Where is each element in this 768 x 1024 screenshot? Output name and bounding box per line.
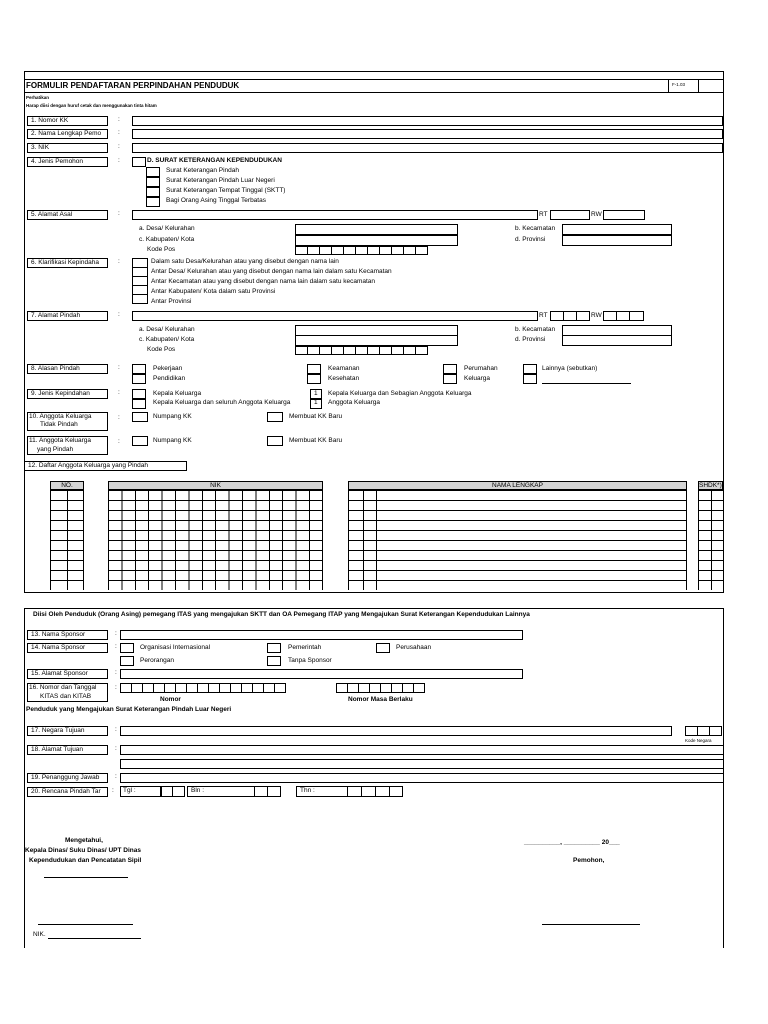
input-kabupaten-pindah[interactable] [295, 335, 458, 346]
sig-date: __________, __________ 20___ [524, 839, 620, 846]
checkbox-keamanan[interactable] [307, 364, 321, 374]
checkbox-org[interactable] [120, 643, 134, 653]
kecamatan-label: b. Kecamatan [515, 326, 556, 333]
option-baru: Membuat KK Baru [289, 437, 343, 444]
option-anggota: Anggota Keluarga [328, 399, 381, 406]
kabupaten-label: c. Kabupaten/ Kota [139, 336, 195, 343]
colon: : [118, 116, 120, 123]
option-oa: Bagi Orang Asing Tinggal Terbatas [166, 197, 266, 204]
label-nik: 3. NIK [27, 143, 108, 153]
masa-caption: Nomor Masa Berlaku [348, 696, 413, 703]
colon: : [115, 630, 117, 637]
colon: : [118, 438, 120, 445]
table-header-no: NO. [50, 481, 84, 490]
colon: : [115, 643, 117, 650]
kepindahan-number: 1 [314, 390, 318, 397]
sig-kepala: Kepala Dinas/ Suku Dinas/ UPT Dinas [25, 847, 141, 854]
rw-label: RW [591, 312, 602, 319]
desa-label: a. Desa/ Kelurahan [139, 225, 195, 232]
label-anggota-tidak-pindah: 10. Anggota Keluarga [29, 413, 92, 420]
colon: : [118, 414, 120, 421]
label-nomor-kitas-2: KITAS dan KITAB [40, 693, 92, 700]
rt-label: RT [539, 312, 548, 319]
klasifikasi-option: Antar Kecamatan atau yang disebut dengan nama lain dalam satu kecamatan [151, 278, 376, 285]
colon: : [118, 364, 120, 371]
label-daftar-anggota: 12. Daftar Anggota Keluarga yang Pindah [24, 461, 187, 471]
checkbox-skpln[interactable] [146, 177, 160, 187]
label-anggota-pindah-2: yang Pindah [37, 446, 74, 453]
section2-heading: Diisi Oleh Penduduk (Orang Asing) pemegang ITAS yang mengajukan SKTT dan OA Pemegang ITAP yang Mengajukan Surat Keterangan Kependudukan Lainnya [33, 611, 530, 618]
input-negara-tujuan[interactable] [120, 726, 672, 736]
option-keluarga: Keluarga [464, 375, 491, 382]
input-alamat-tujuan-2[interactable] [120, 759, 724, 769]
checkbox-tanpa[interactable] [267, 656, 281, 666]
checkbox-numpang-10[interactable] [132, 412, 148, 422]
label-alamat-asal: 5. Alamat Asal [27, 210, 108, 220]
label-nomor-kk: 1. Nomor KK [27, 116, 108, 126]
input-provinsi-pindah[interactable] [562, 335, 672, 346]
provinsi-label: d. Provinsi [515, 236, 546, 243]
option-kk-sebagian: Kepala Keluarga dan Sebagian Anggota Keluarga [328, 390, 472, 397]
checkbox-numpang-11[interactable] [132, 436, 148, 446]
option-pemerintah: Pemerintah [288, 644, 322, 651]
input-alamat-pindah[interactable] [132, 311, 538, 321]
input-alamat-sponsor[interactable] [120, 669, 523, 679]
option-kk: Kepala Keluarga [153, 390, 202, 397]
checkbox-kepindahan-b[interactable] [132, 399, 146, 409]
label-jenis-kepindahan: 9. Jenis Kepindahan [27, 389, 108, 399]
colon: : [115, 669, 117, 676]
rw-label: RW [591, 211, 602, 218]
kecamatan-label: b. Kecamatan [515, 225, 556, 232]
checkbox-sktt[interactable] [146, 187, 160, 197]
label-alasan-pindah: 8. Alasan Pindah [27, 364, 108, 374]
sig-nik: NIK. [33, 931, 46, 938]
colon: : [118, 389, 120, 396]
input-nik[interactable] [132, 143, 723, 153]
colon: : [112, 787, 114, 794]
option-perumahan: Perumahan [464, 365, 498, 372]
option-pendidikan: Pendidikan [153, 375, 186, 382]
label-klasifikasi: 6. Klarifikasi Kepindaha [27, 258, 108, 268]
input-lainnya-line[interactable] [542, 383, 631, 384]
input-alamat-asal[interactable] [132, 210, 538, 220]
checkbox-skp[interactable] [146, 167, 160, 177]
note-title: Perhatikan [26, 95, 50, 100]
label-nama-sponsor-14: 14. Nama Sponsor [27, 643, 108, 653]
label-negara-tujuan: 17. Negara Tujuan [27, 726, 108, 736]
input-alamat-tujuan-1[interactable] [120, 745, 724, 755]
checkbox-pekerjaan[interactable] [132, 364, 146, 374]
desa-label: a. Desa/ Kelurahan [139, 326, 195, 333]
klasifikasi-option: Dalam satu Desa/Kelurahan atau yang disebut dengan nama lain [151, 258, 339, 265]
option-keamanan: Keamanan [328, 365, 360, 372]
sig-nik-line[interactable] [48, 938, 141, 939]
rt-label: RT [539, 211, 548, 218]
input-desa-asal[interactable] [295, 224, 458, 235]
option-numpang: Numpang KK [153, 413, 192, 420]
form-code: F-1.03 [672, 82, 686, 87]
colon: : [118, 258, 120, 265]
label-jenis-pemohon: 4. Jenis Pemohon [27, 157, 108, 167]
option-numpang: Numpang KK [153, 437, 192, 444]
colon: : [118, 143, 120, 150]
input-nomor-kk[interactable] [132, 116, 723, 126]
input-provinsi-asal[interactable] [562, 235, 672, 246]
label-alamat-sponsor: 15. Alamat Sponsor [27, 669, 108, 679]
kodepos-label: Kode Pos [147, 246, 176, 253]
klasifikasi-option: Antar Desa/ Kelurahan atau yang disebut dengan nama lain dalam satu Kecamatan [151, 268, 392, 275]
colon: : [115, 726, 117, 733]
colon: : [115, 745, 117, 752]
option-org: Organisasi Internasional [140, 644, 211, 651]
label-rencana-pindah: 20. Rencana Pindah Tar [27, 787, 108, 797]
input-kodepos-pindah[interactable] [295, 346, 427, 355]
thn-label: Thn : [300, 787, 315, 794]
label-anggota-tidak-pindah-2: Tidak Pindah [40, 421, 78, 428]
klasifikasi-option: Antar Provinsi [151, 298, 192, 305]
luar-negeri-heading: Penduduk yang Mengajukan Surat Keterangan Pindah Luar Negeri [26, 706, 232, 713]
colon: : [118, 311, 120, 318]
colon: : [118, 157, 120, 164]
option-skpln: Surat Keterangan Pindah Luar Negeri [166, 177, 275, 184]
input-kecamatan-asal[interactable] [562, 224, 672, 235]
label-nomor-kitas: 16. Nomor dan Tanggal [29, 684, 97, 691]
input-nama-sponsor[interactable] [120, 630, 523, 640]
checkbox-baru-11[interactable] [267, 436, 283, 446]
option-perorangan: Perorangan [140, 657, 174, 664]
input-rt-pindah[interactable] [550, 311, 589, 321]
input-nama-lengkap[interactable] [132, 129, 723, 139]
option-lainnya: Lainnya (sebutkan) [542, 365, 598, 372]
table-header-shdk: SHDK*) [699, 482, 722, 489]
kodepos-label: Kode Pos [147, 346, 176, 353]
input-rw-pindah[interactable] [603, 311, 643, 321]
sig-pemohon: Pemohon, [573, 857, 605, 864]
colon: : [115, 684, 117, 691]
kabupaten-label: c. Kabupaten/ Kota [139, 236, 195, 243]
label-alamat-tujuan: 18. Alamat Tujuan [27, 745, 108, 755]
option-tanpa: Tanpa Sponsor [288, 657, 332, 664]
option-perusahaan: Perusahaan [396, 644, 432, 651]
checkbox-baru-10[interactable] [267, 412, 283, 422]
input-nomor-kitas[interactable] [120, 683, 285, 693]
label-nama-sponsor-13: 13. Nama Sponsor [27, 630, 108, 640]
table-header-nik: NIK [108, 481, 323, 490]
colon: : [115, 773, 117, 780]
checkbox-klas-5[interactable] [132, 294, 148, 304]
input-rw-asal[interactable] [603, 210, 645, 220]
input-kode-negara[interactable] [685, 726, 721, 736]
sig-line-official[interactable] [38, 924, 133, 925]
sig-mengetahui: Mengetahui, [65, 837, 103, 844]
checkbox-pemerintah[interactable] [267, 643, 281, 653]
option-baru: Membuat KK Baru [289, 413, 343, 420]
sig-line-pemohon[interactable] [542, 924, 640, 925]
table-header-nama: NAMA LENGKAP [348, 481, 687, 490]
input-masa-berlaku[interactable] [336, 683, 424, 693]
checkbox-oa[interactable] [146, 197, 160, 207]
checkbox-pendidikan[interactable] [132, 374, 146, 384]
input-kodepos-asal[interactable] [295, 246, 427, 255]
checkbox-lainnya[interactable] [523, 364, 537, 374]
option-skp: Surat Keterangan Pindah [166, 167, 239, 174]
checkbox-kesehatan[interactable] [307, 374, 321, 384]
provinsi-label: d. Provinsi [515, 336, 546, 343]
input-penanggung-jawab[interactable] [120, 773, 724, 783]
jenis-pemohon-heading: D. SURAT KETERANGAN KEPENDUDUKAN [147, 157, 282, 164]
checkbox-keluarga[interactable] [443, 374, 457, 384]
kode-negara-caption: Kode Negara [685, 738, 712, 743]
label-nama-lengkap: 2. Nama Lengkap Pemo [27, 129, 108, 139]
form-title: FORMULIR PENDAFTARAN PERPINDAHAN PENDUDUK [26, 81, 240, 90]
checkbox-perorangan[interactable] [120, 656, 134, 666]
sig-dinas: Kependudukan dan Pencatatan Sipil [29, 857, 142, 864]
option-sktt: Surat Keterangan Tempat Tinggal (SKTT) [166, 187, 286, 194]
bln-label: Bln : [191, 787, 205, 794]
input-kabupaten-asal[interactable] [295, 235, 458, 246]
colon: : [118, 129, 120, 136]
checkbox-kepindahan-a[interactable] [132, 389, 146, 399]
kepindahan-number: 1 [314, 399, 318, 406]
checkbox-perusahaan[interactable] [376, 643, 390, 653]
option-kk-seluruh: Kepala Keluarga dan seluruh Anggota Keluarga [153, 399, 291, 406]
label-alamat-pindah: 7. Alamat Pindah [27, 311, 108, 321]
option-pekerjaan: Pekerjaan [153, 365, 183, 372]
colon: : [118, 210, 120, 217]
input-rt-asal[interactable] [550, 210, 590, 220]
label-anggota-pindah: 11. Anggota Keluarga [29, 437, 92, 444]
nomor-caption: Nomor [160, 696, 181, 703]
label-penanggung-jawab: 19. Penanggung Jawab [27, 773, 108, 783]
klasifikasi-option: Antar Kabupaten/ Kota dalam satu Provinsi [151, 288, 276, 295]
tgl-label: Tgl : [123, 787, 136, 794]
note-text: Harap diisi dengan huruf cetak dan menggunakan tinta hitam [26, 103, 157, 108]
checkbox-perumahan[interactable] [443, 364, 457, 374]
option-kesehatan: Kesehatan [328, 375, 360, 382]
checkbox-jenis-d[interactable] [132, 157, 146, 167]
